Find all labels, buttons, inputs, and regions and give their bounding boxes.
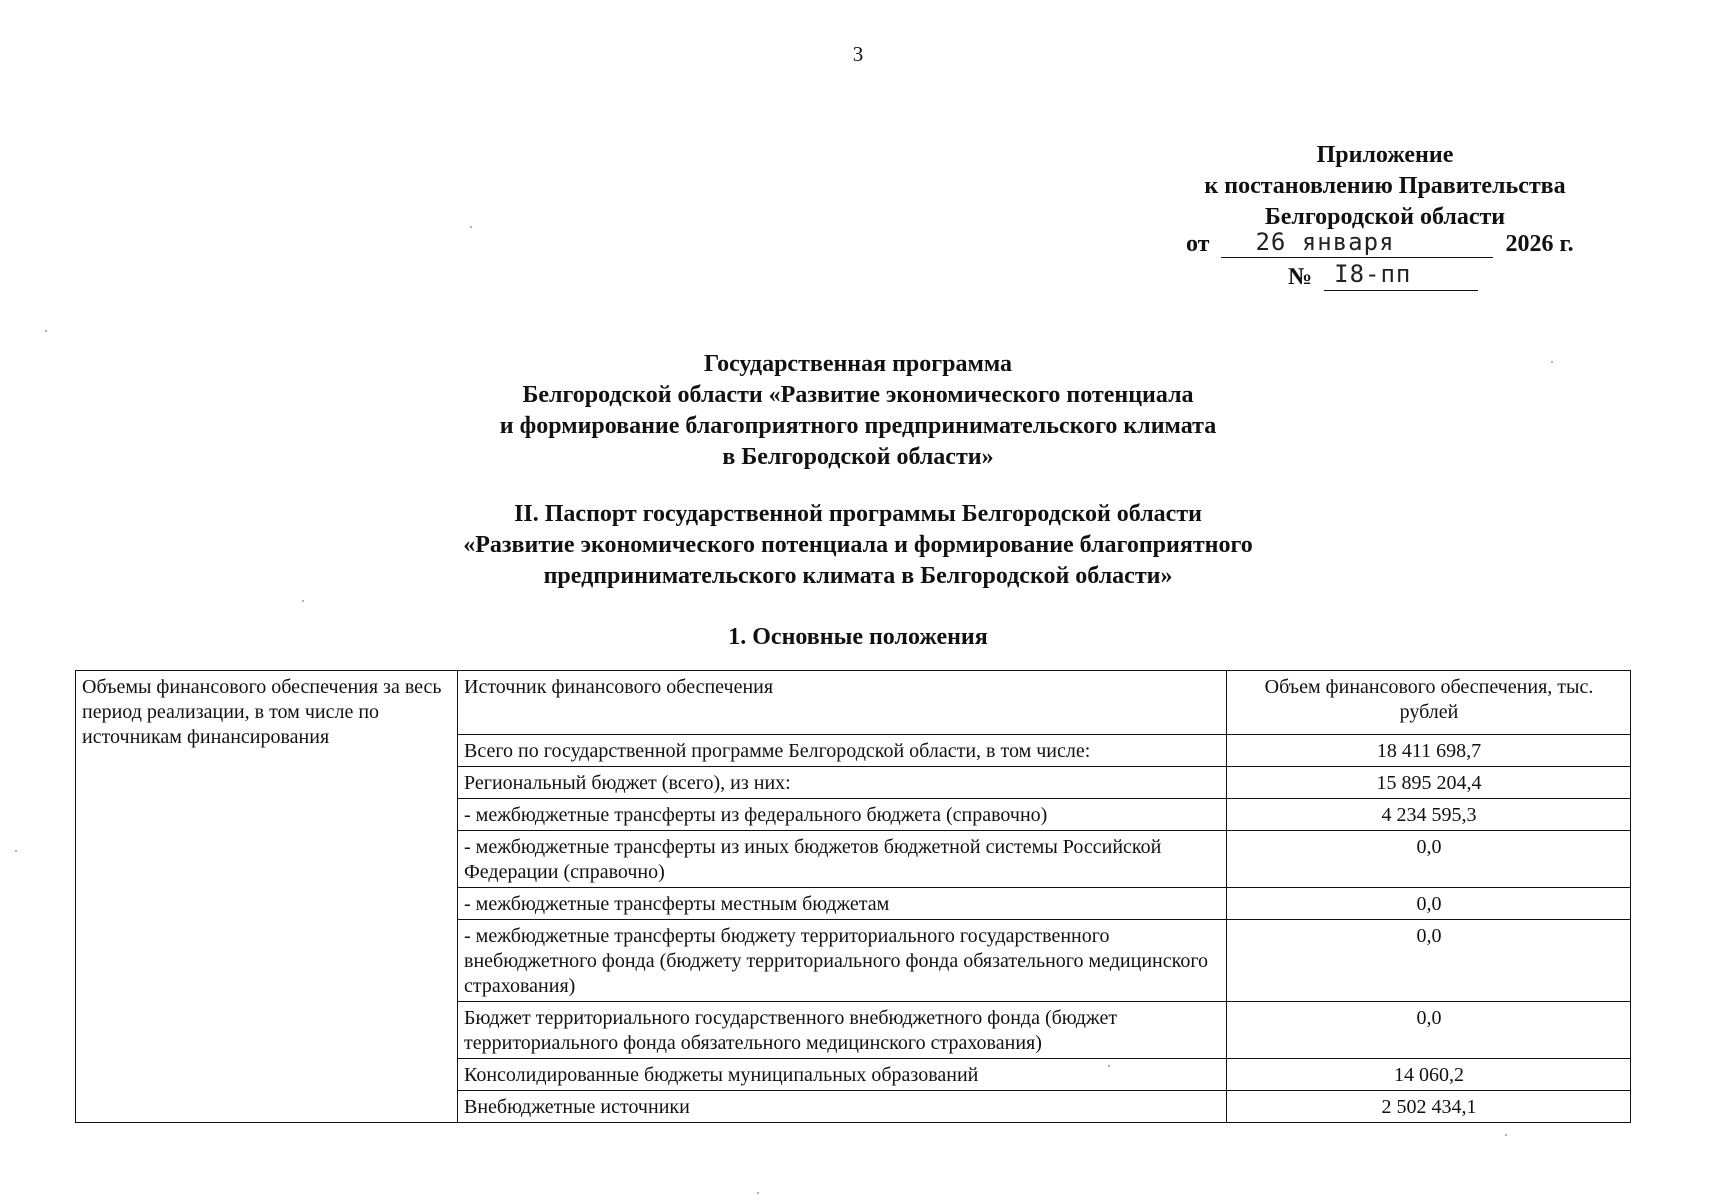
scan-speck bbox=[302, 600, 304, 602]
handwritten-date: 26 января bbox=[1255, 228, 1395, 256]
number-prefix: № bbox=[1288, 264, 1313, 290]
value-cell: 18 411 698,7 bbox=[1227, 735, 1631, 767]
program-title-line: Государственная программа bbox=[703, 351, 1013, 377]
source-cell: Бюджет территориального государственного внебюджетного фонда (бюджет территориального фонда обязательного медицинского страхования) bbox=[458, 1002, 1227, 1059]
appendix-line: Приложение bbox=[1316, 142, 1454, 168]
date-prefix: от bbox=[1186, 231, 1210, 257]
appendix-date bbox=[1186, 230, 1574, 258]
passport-title-line: предпринимательского климата в Белгородской области» bbox=[543, 563, 1173, 589]
passport-title-line: «Развитие экономического потенциала и формирование благоприятного bbox=[463, 532, 1253, 558]
number-underline bbox=[1324, 262, 1478, 291]
scan-speck bbox=[470, 226, 472, 228]
source-cell: - межбюджетные трансферты из иных бюджетов бюджетной системы Российской Федерации (справочно) bbox=[458, 831, 1227, 888]
program-title-line: Белгородской области «Развитие экономического потенциала bbox=[522, 382, 1194, 408]
scan-speck bbox=[45, 330, 47, 332]
value-cell: 2 502 434,1 bbox=[1227, 1091, 1631, 1123]
passport-title-line: II. Паспорт государственной программы Белгородской области bbox=[514, 501, 1202, 527]
handwritten-number: I8-пп bbox=[1334, 260, 1412, 288]
value-cell: 0,0 bbox=[1227, 1002, 1631, 1059]
appendix-line: к постановлению Правительства bbox=[1204, 173, 1566, 199]
source-cell: Региональный бюджет (всего), из них: bbox=[458, 767, 1227, 799]
program-title-line: в Белгородской области» bbox=[722, 444, 994, 470]
appendix-line: Белгородской области bbox=[1264, 204, 1506, 230]
scan-speck bbox=[1108, 1065, 1110, 1067]
value-cell: 4 234 595,3 bbox=[1227, 799, 1631, 831]
page-number: 3 bbox=[852, 42, 864, 66]
header-source-cell: Источник финансового обеспечения bbox=[458, 671, 1227, 735]
value-cell: 15 895 204,4 bbox=[1227, 767, 1631, 799]
section-title: 1. Основные положения bbox=[728, 624, 988, 650]
program-title bbox=[0, 349, 1716, 473]
passport-title bbox=[0, 499, 1716, 592]
header-value-cell: Объем финансового обеспечения, тыс. рублей bbox=[1227, 671, 1631, 735]
scan-speck bbox=[1505, 1134, 1507, 1136]
financing-label-cell: Объемы финансового обеспечения за весь период реализации, в том числе по источникам финансирования bbox=[76, 671, 458, 1123]
source-cell: - межбюджетные трансферты местным бюджетам bbox=[458, 888, 1227, 920]
value-cell: 0,0 bbox=[1227, 831, 1631, 888]
source-cell: Консолидированные бюджеты муниципальных образований bbox=[458, 1059, 1227, 1091]
appendix-block bbox=[1170, 140, 1600, 233]
source-cell: - межбюджетные трансферты из федерального бюджета (справочно) bbox=[458, 799, 1227, 831]
value-cell: 0,0 bbox=[1227, 888, 1631, 920]
program-title-line: и формирование благоприятного предпринимательского климата bbox=[499, 413, 1217, 439]
table-header-row bbox=[76, 671, 1631, 735]
value-cell: 14 060,2 bbox=[1227, 1059, 1631, 1091]
source-cell: Внебюджетные источники bbox=[458, 1091, 1227, 1123]
financing-table bbox=[75, 670, 1631, 1123]
scan-speck bbox=[15, 850, 17, 852]
date-year: 2026 г. bbox=[1505, 231, 1574, 257]
scan-speck bbox=[1551, 361, 1553, 363]
source-cell: - межбюджетные трансферты бюджету территориального государственного внебюджетного фонда (бюджету территориального фонда обязательного медицинского страхования) bbox=[458, 920, 1227, 1002]
scan-speck bbox=[757, 1192, 759, 1194]
appendix-number bbox=[1288, 262, 1478, 291]
source-cell: Всего по государственной программе Белгородской области, в том числе: bbox=[458, 735, 1227, 767]
date-underline bbox=[1221, 230, 1493, 258]
value-cell: 0,0 bbox=[1227, 920, 1631, 1002]
